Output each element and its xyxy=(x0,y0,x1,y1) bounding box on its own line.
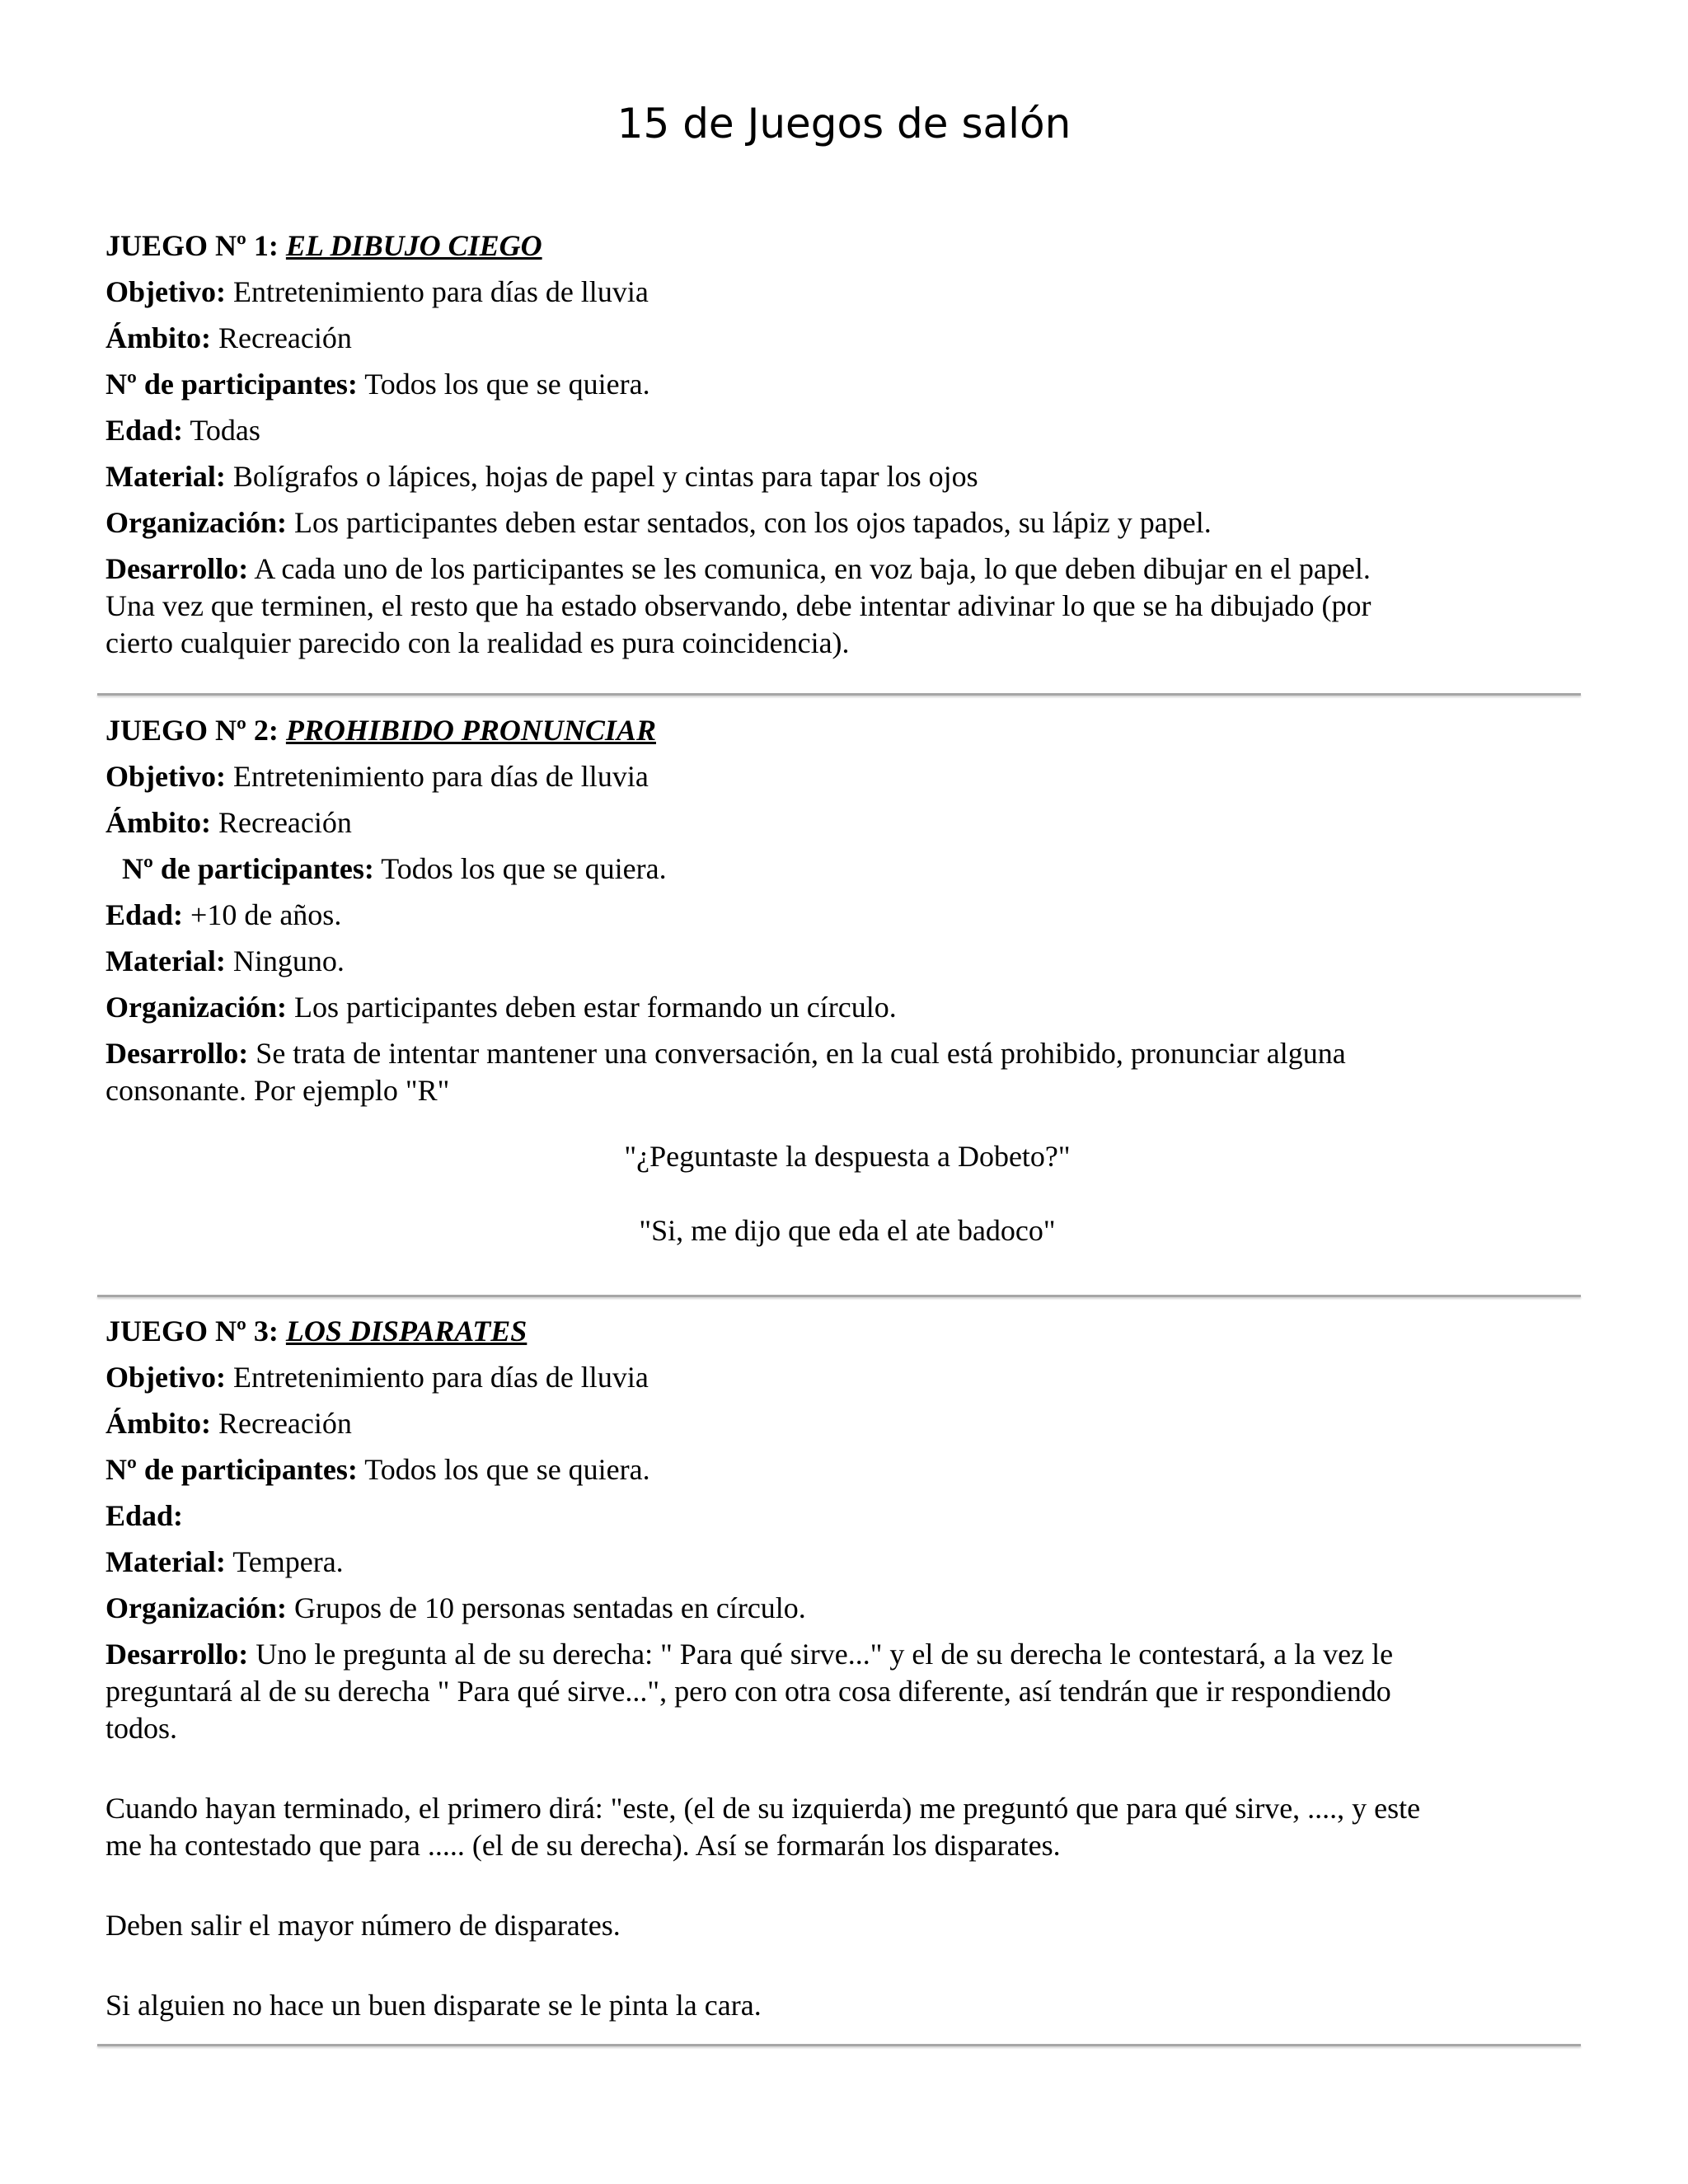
objetivo-value: Entretenimiento para días de lluvia xyxy=(232,760,649,793)
game-2-heading xyxy=(106,707,1589,753)
label-objetivo: Objetivo: xyxy=(106,275,226,308)
desarrollo-line-3: todos. xyxy=(106,1712,178,1745)
game-3-objetivo xyxy=(106,1354,1589,1400)
label-participantes: Nº de participantes: xyxy=(106,1453,358,1486)
penalty-line: Si alguien no hace un buen disparate se le pinta la cara. xyxy=(106,1989,762,2022)
game-1-heading xyxy=(106,223,1589,269)
material-value: Ninguno. xyxy=(232,944,345,977)
closing-line-2: me ha contestado que para ..... (el de su derecha). Así se formarán los disparates. xyxy=(106,1829,1061,1862)
desarrollo-line-3: cierto cualquier parecido con la realidad es pura coincidencia). xyxy=(106,626,850,659)
game-3-edad xyxy=(106,1493,1589,1539)
game-2-objetivo xyxy=(106,753,1589,799)
game-3-heading xyxy=(106,1308,1589,1354)
game-3-organizacion xyxy=(106,1585,1589,1631)
game-3-desarrollo xyxy=(106,1631,1589,1747)
section-divider xyxy=(97,1295,1581,1297)
label-objetivo: Objetivo: xyxy=(106,1361,226,1394)
game-3-section xyxy=(106,1308,1589,2024)
game-1-desarrollo xyxy=(106,546,1589,662)
game-3-penalty-paragraph xyxy=(106,1982,1589,2024)
game-1-participantes xyxy=(106,361,1589,407)
game-1-name: EL DIBUJO CIEGO xyxy=(285,229,542,262)
desarrollo-line-2: Una vez que terminen, el resto que ha estado observando, debe intentar adivinar lo que se ha dibujado (por xyxy=(106,589,1372,622)
game-1-section xyxy=(106,223,1589,662)
game-2-desarrollo xyxy=(106,1030,1589,1109)
game-3-ambito xyxy=(106,1400,1589,1446)
organizacion-value: Los participantes deben estar sentados, con los ojos tapados, su lápiz y papel. xyxy=(293,506,1212,539)
label-material: Material: xyxy=(106,944,226,977)
game-2-ambito xyxy=(106,799,1589,846)
ambito-value: Recreación xyxy=(218,1407,352,1440)
game-1-material xyxy=(106,453,1589,499)
example-quote-1: "¿Peguntaste la despuesta a Dobeto?" xyxy=(624,1140,1071,1173)
label-ambito: Ámbito: xyxy=(106,321,211,354)
game-3-closing-paragraph xyxy=(106,1785,1589,1864)
label-ambito: Ámbito: xyxy=(106,1407,211,1440)
participantes-value: Todos los que se quiera. xyxy=(364,1453,650,1486)
desarrollo-line-2: preguntará al de su derecha " Para qué sirve...", pero con otra cosa diferente, así tendrán que ir respondiendo xyxy=(106,1675,1391,1708)
game-2-name: PROHIBIDO PRONUNCIAR xyxy=(285,714,656,747)
game-3-prefix: JUEGO Nº 3: xyxy=(106,1315,279,1347)
label-objetivo: Objetivo: xyxy=(106,760,226,793)
label-desarrollo: Desarrollo: xyxy=(106,1638,249,1671)
label-participantes: Nº de participantes: xyxy=(122,852,374,885)
document-title: 15 de Juegos de salón xyxy=(617,100,1071,148)
label-participantes: Nº de participantes: xyxy=(106,368,358,401)
label-organizacion: Organización: xyxy=(106,991,287,1024)
game-3-material xyxy=(106,1539,1589,1585)
desarrollo-line-2: consonante. Por ejemplo "R" xyxy=(106,1074,450,1107)
closing-line-1: Cuando hayan terminado, el primero dirá: "este, (el de su izquierda) me preguntó que para qué sirve, ...., y este xyxy=(106,1792,1421,1825)
game-1-prefix: JUEGO Nº 1: xyxy=(106,229,279,262)
ambito-value: Recreación xyxy=(218,321,352,354)
game-3-rule-paragraph xyxy=(106,1902,1589,1944)
material-value: Tempera. xyxy=(232,1545,344,1578)
desarrollo-line-1: Se trata de intentar mantener una conversación, en la cual está prohibido, pronunciar alguna xyxy=(256,1037,1346,1070)
game-2-section xyxy=(106,707,1589,1268)
label-desarrollo: Desarrollo: xyxy=(106,1037,249,1070)
section-divider xyxy=(97,693,1581,696)
game-3-name: LOS DISPARATES xyxy=(285,1315,528,1347)
game-3-participantes xyxy=(106,1446,1589,1493)
participantes-value: Todos los que se quiera. xyxy=(381,852,667,885)
organizacion-value: Los participantes deben estar formando un círculo. xyxy=(293,991,897,1024)
label-edad: Edad: xyxy=(106,1499,184,1532)
game-2-participantes xyxy=(106,846,1589,892)
game-2-prefix: JUEGO Nº 2: xyxy=(106,714,279,747)
label-organizacion: Organización: xyxy=(106,506,287,539)
edad-value: +10 de años. xyxy=(190,898,342,931)
objetivo-value: Entretenimiento para días de lluvia xyxy=(232,275,649,308)
edad-value: Todas xyxy=(190,414,260,447)
game-2-material xyxy=(106,938,1589,984)
participantes-value: Todos los que se quiera. xyxy=(364,368,650,401)
ambito-value: Recreación xyxy=(218,806,352,839)
game-2-edad xyxy=(106,892,1589,938)
objetivo-value: Entretenimiento para días de lluvia xyxy=(232,1361,649,1394)
label-material: Material: xyxy=(106,1545,226,1578)
label-material: Material: xyxy=(106,460,226,493)
game-1-organizacion xyxy=(106,499,1589,546)
section-divider xyxy=(97,2044,1581,2046)
game-1-objetivo xyxy=(106,269,1589,315)
label-edad: Edad: xyxy=(106,898,184,931)
example-quote-2: "Si, me dijo que eda el ate badoco" xyxy=(639,1214,1056,1247)
game-1-edad xyxy=(106,407,1589,453)
label-organizacion: Organización: xyxy=(106,1591,287,1624)
game-1-ambito xyxy=(106,315,1589,361)
label-desarrollo: Desarrollo: xyxy=(106,552,249,585)
organizacion-value: Grupos de 10 personas sentadas en círculo. xyxy=(293,1591,806,1624)
label-edad: Edad: xyxy=(106,414,184,447)
desarrollo-line-1: A cada uno de los participantes se les comunica, en voz baja, lo que deben dibujar en el papel. xyxy=(254,552,1371,585)
rule-line: Deben salir el mayor número de disparates. xyxy=(106,1909,621,1942)
desarrollo-line-1: Uno le pregunta al de su derecha: " Para qué sirve..." y el de su derecha le contestará, a la vez le xyxy=(256,1638,1394,1671)
game-2-organizacion xyxy=(106,984,1589,1030)
material-value: Bolígrafos o lápices, hojas de papel y cintas para tapar los ojos xyxy=(232,460,978,493)
label-ambito: Ámbito: xyxy=(106,806,211,839)
